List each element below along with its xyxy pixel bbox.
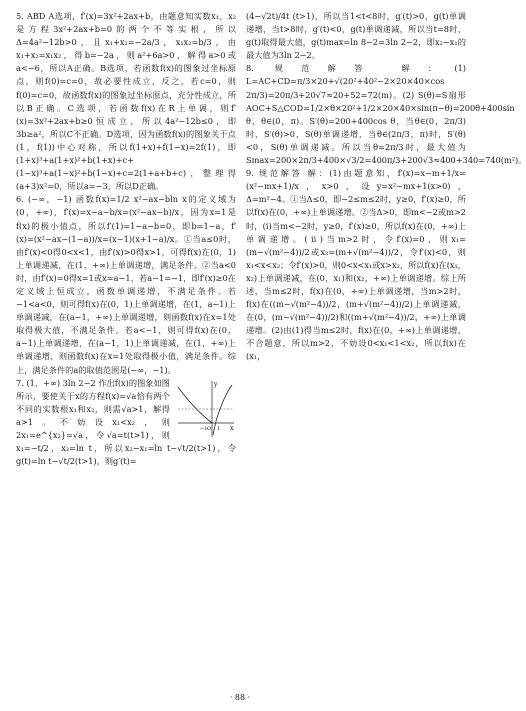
two-column-body bbox=[16, 10, 526, 690]
answer-9: 9. 规范解答 解：(1)由题意知，f′(x)=x−m+1/x=(x²−mx+1)/x，x>0，设y=x²−mx+1(x>0)，Δ=m²−4。①当Δ≤0，即−2≤m≤2时，y≥0，f′(x)≥0，所以f(x)在(0，+∞)上单调递增。②当Δ>0，即m<−2或m>2时，(ⅰ)当m<−2时，y≥0，f′(x)≥0，所以f(x)在(0，+∞)上单调递增。(ⅱ)当m>2时，令f′(x)=0，则x₁=(m−√(m²−4))/2或x₂=(m+√(m²−4))/2，令f′(x)<0，则x₁<x<x₂；令f′(x)>0，则0<x<x₁或x>x₂，所以f(x)在(x₁，x₂)上单调递减，在(0，x₁)和(x₂，+∞)上单调递增。综上所述，当m≤2时，f(x)在(0，+∞)上单调递增，当m>2时，f(x)在((m−√(m²−4))/2，(m+√(m²−4))/2)上单调递减，在(0，(m−√(m²−4))/2)和((m+√(m²−4))/2，+∞)上单调递增。(2)由(1)得当m≤2时，f(x)在(0，+∞)上单调递增，不合题意，所以m>2，不妨设0<x₁<1<x₂，所以f(x)在(x₁， bbox=[246, 168, 466, 362]
answer-6: 6. (−∞，−1) 函数f(x)=1/2 x²−ax−bln x的定义域为(0，+∞)，f′(x)=x−a−b/x=(x²−ax−b)/x，因为x=1是f(x)的极小值点，所以f′(1)=1−a−b=0，即b=1−a，f′(x)=(x²−ax−(1−a))/x=(x−1)(x+1−a)/x。①当a≤0时，由f′(x)<0得0<x<1，由f′(x)>0得x>1，可得f(x)在(0，1)上单调递减，在(1，+∞)上单调递增，满足条件。②当a<0时，由f′(x)=0得x=1或x=a−1，若a−1=−1，即f′(x)≥0在定义域上恒成立，函数单调递增，不满足条件。若−1<a<0，则可得f(x)在(0，1)上单调递增，在(1，a−1)上单调递减，在(a−1，+∞)上单调递增，则函数f(x)在x=1处取得极大值，不满足条件。若a<−1，则可得f(x)在(0，a−1)上单调递增，在(a−1，1)上单调递减，在(1，+∞)上单调递增，则函数f(x)在x=1处取得极小值，满足条件。综上，满足条件的a的取值范围是(−∞，−1)。 bbox=[16, 194, 236, 375]
graph-tick-1: 1 bbox=[217, 425, 221, 432]
answer-7-continued: (4−√2t)/4t (t>1)，所以当1<t<8时，g′(t)>0，g(t)单调递增，当t>8时，g′(t)<0，g(t)单调递减，所以当t=8时，g(t)取得最大值，g(t)max=ln 8−2=3ln 2−2，即x₂−x₁的最大值为3ln 2−2。 bbox=[246, 11, 466, 61]
graph-y-label: y bbox=[214, 380, 218, 388]
right-column bbox=[246, 10, 526, 690]
page-number: · 88 · bbox=[229, 693, 251, 702]
graph-tick-neg1: −1 bbox=[200, 425, 208, 432]
graph-origin-label: O bbox=[207, 425, 212, 432]
function-graph bbox=[174, 379, 236, 439]
answer-8: 8. 规范解答 解：(1) L=AC+CD=π/3×20+√(20²+40²−2×20×40×cos 2π/3)=20π/3+20√7≈20+52=72(m)。(2) S(θ)=S扇形AOC+S△COD=1/2×θ×20²+1/2×20×40×sin(π−θ)=200θ+400sin θ，θ∈(0，π)。S′(θ)=200+400cos θ，当θ∈(0，2π/3)时，S′(θ)>0，S(θ)单调递增，当θ∈(2π/3，π)时，S′(θ)<0，S(θ)单调递减。所以当θ=2π/3时，最大值为Smax=200×2π/3+400×√3/2=400π/3+200√3≈400+340=740(m²)。 bbox=[246, 63, 526, 166]
answer-7: 7. (1，+∞) 3ln 2−2 作出f(x)的图象如图所示，要使关于x的方程f(x)=√a恰有两个不同的实数根x₁和x₂，则需√a>1，解得a>1。不妨设x₁<x₂，则2x₁=e^{x₂}=√a，令√a=t(t>1)，则x₁=−t/2，x₂=ln t，所以x₂−x₁=ln t−√t/2(t>1)，令g(t)=ln t−√t/2(t>1)，则g′(t)= bbox=[16, 377, 236, 467]
left-column bbox=[16, 10, 236, 690]
answer-5: 5. ABD A选项，f′(x)=3x²+2ax+b，由题意知实数x₁，x₂是方程3x²+2ax+b=0的两个不等实根，所以Δ=4a²−12b>0，且x₁+x₂=−2a/3，x₁x₂=b/3，由x₁+x₂=x₁x₂，得b=−2a，则a²+6a>0，解得a>0或a<−6，所以A正确。B选项，若函数f(x)的图象过坐标原点，则f(0)=c=0，故必要性成立，反之，若c=0，则f(0)=c=0，故函数f(x)的图象过坐标原点，充分性成立，所以B正确。C选项，若函数f(x)在R上单调，则f′(x)=3x²+2ax+b≥0恒成立，所以4a²−12b≤0，即3b≥a²，所以C不正确。D选项，因为函数f(x)的图象关于点(1，f(1))中心对称，所以f(1+x)+f(1−x)=2f(1)，即(1+x)³+a(1+x)²+b(1+x)+c+(1−x)³+a(1−x)²+b(1−x)+c=2(1+a+b+c)，整理得(a+3)x²=0，所以a=−3，所以D正确。 bbox=[16, 11, 236, 192]
graph-x-label: x bbox=[230, 424, 234, 432]
